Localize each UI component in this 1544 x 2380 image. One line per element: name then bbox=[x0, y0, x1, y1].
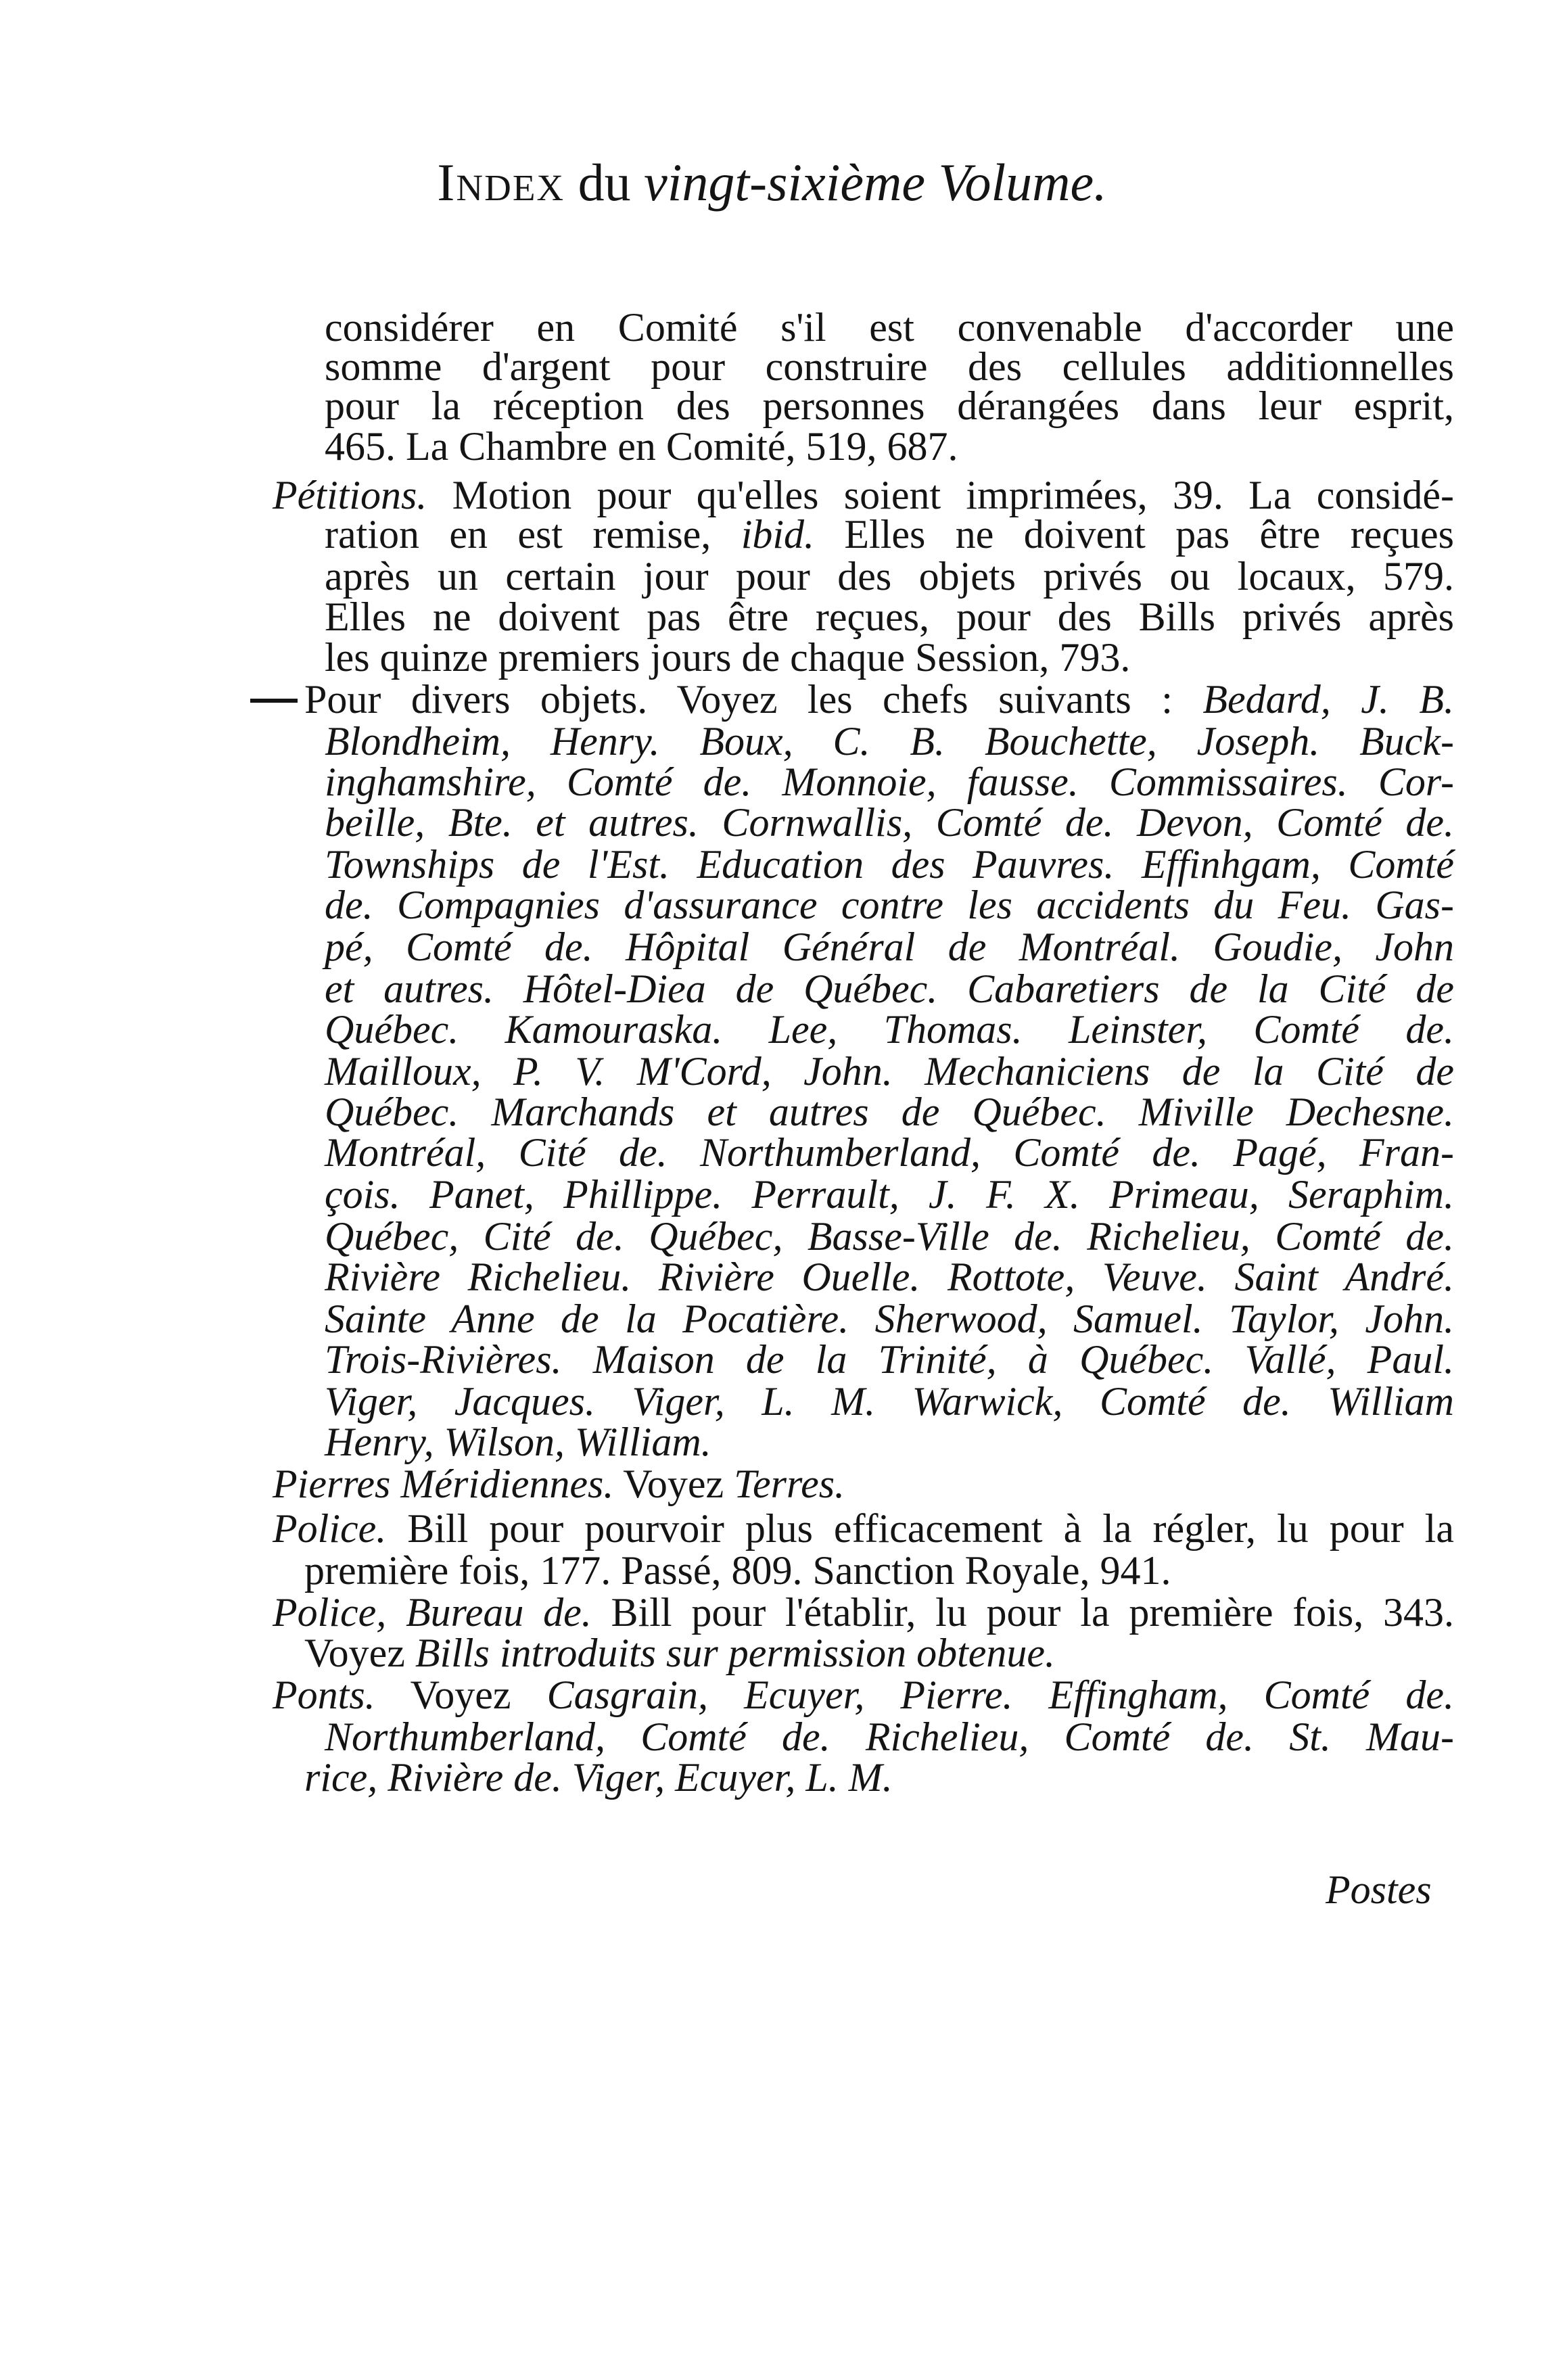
italic-segment: Townships de l'Est. Education des Pauvres. Effinhgam, Comté bbox=[325, 842, 1454, 887]
index-line bbox=[325, 1050, 1454, 1093]
italic-segment: rice, Rivière de. Viger, Ecuyer, L. M. bbox=[304, 1755, 893, 1800]
roman-segment: somme d'argent pour construire des cellules additionnelles bbox=[325, 344, 1454, 389]
roman-segment: après un certain jour pour des objets privés ou locaux, 579. bbox=[325, 554, 1454, 599]
roman-segment: considérer en Comité s'il est convenable d'accorder une bbox=[325, 305, 1454, 350]
italic-segment: inghamshire, Comté de. Monnoie, fausse. Commissaires. Cor- bbox=[325, 760, 1454, 804]
index-line bbox=[325, 425, 958, 468]
italic-segment: Pétitions. bbox=[273, 473, 427, 517]
index-line bbox=[304, 1631, 1055, 1675]
index-line bbox=[325, 306, 1454, 349]
header-du-word: du bbox=[578, 153, 631, 212]
roman-segment: Elles ne doivent pas être reçues, pour des Bills privés après bbox=[325, 594, 1454, 639]
roman-segment: Bill pour pourvoir plus efficacement à la régler, lu pour la bbox=[386, 1506, 1454, 1551]
header-volume-title: vingt-sixième Volume. bbox=[644, 153, 1107, 212]
italic-segment: Trois-Rivières. Maison de la Trinité, à Québec. Vallé, Paul. bbox=[325, 1337, 1454, 1382]
index-line bbox=[304, 1549, 1171, 1592]
italic-segment: Viger, Jacques. Viger, L. M. Warwick, Comté de. William bbox=[325, 1379, 1454, 1424]
italic-segment: Sainte Anne de la Pocatière. Sherwood, Samuel. Taylor, John. bbox=[325, 1297, 1454, 1341]
italic-segment: Henry, Wilson, William. bbox=[325, 1420, 711, 1464]
index-line bbox=[325, 345, 1454, 388]
index-line bbox=[325, 1215, 1454, 1258]
index-line bbox=[273, 473, 1454, 517]
index-line bbox=[325, 843, 1454, 886]
italic-segment: Montréal, Cité de. Northumberland, Comté de. Pagé, Fran- bbox=[325, 1130, 1454, 1175]
italic-segment: Police, Bureau de. bbox=[273, 1590, 592, 1635]
index-line bbox=[273, 1591, 1454, 1634]
index-line bbox=[325, 720, 1454, 763]
roman-segment: les quinze premiers jours de chaque Session, 793. bbox=[325, 635, 1131, 680]
index-line bbox=[273, 1507, 1454, 1550]
italic-segment: et autres. Hôtel-Diea de Québec. Cabaretiers de la Cité de bbox=[325, 966, 1454, 1011]
italic-segment: Police. bbox=[273, 1506, 387, 1551]
italic-segment: de. Compagnies d'assurance contre les accidents du Feu. Gas- bbox=[325, 883, 1454, 927]
index-line bbox=[325, 1008, 1454, 1051]
index-line bbox=[325, 1715, 1454, 1758]
index-line bbox=[273, 1462, 845, 1506]
index-line bbox=[325, 1380, 1454, 1423]
italic-segment: Pierres Méridiennes. bbox=[273, 1462, 614, 1506]
index-line bbox=[325, 1338, 1454, 1381]
index-line bbox=[325, 1420, 711, 1464]
index-line bbox=[325, 883, 1454, 927]
roman-segment: Voyez bbox=[304, 1631, 415, 1675]
index-line bbox=[325, 1297, 1454, 1340]
roman-segment: Motion pour qu'elles soient imprimées, 39. La considé- bbox=[427, 473, 1454, 517]
italic-segment: Bedard, J. B. bbox=[1202, 677, 1455, 722]
index-line bbox=[304, 678, 1454, 721]
index-line bbox=[325, 1173, 1454, 1216]
index-line bbox=[304, 1756, 893, 1799]
roman-segment: ration en est remise, bbox=[325, 512, 741, 557]
roman-segment: Voyez bbox=[375, 1673, 547, 1717]
roman-segment: Elles ne doivent pas être reçues bbox=[814, 512, 1454, 557]
italic-segment: Québec. Kamouraska. Lee, Thomas. Leinster, Comté de. bbox=[325, 1007, 1454, 1052]
roman-segment: Voyez bbox=[613, 1462, 734, 1506]
index-line bbox=[325, 513, 1454, 556]
italic-segment: Québec, Cité de. Québec, Basse-Ville de. Richelieu, Comté de. bbox=[325, 1214, 1454, 1259]
roman-segment: 465. La Chambre en Comité, 519, 687. bbox=[325, 424, 958, 469]
italic-segment: ibid. bbox=[741, 512, 815, 557]
roman-segment: première fois, 177. Passé, 809. Sanction Royale, 941. bbox=[304, 1548, 1171, 1593]
italic-segment: çois. Panet, Phillippe. Perrault, J. F. X. Primeau, Seraphim. bbox=[325, 1172, 1454, 1217]
italic-segment: Mailloux, P. V. M'Cord, John. Mechaniciens de la Cité de bbox=[325, 1049, 1454, 1094]
italic-segment: beille, Bte. et autres. Cornwallis, Comté de. Devon, Comté de. bbox=[325, 800, 1454, 845]
index-line bbox=[325, 801, 1454, 844]
catchword: Postes bbox=[1326, 1867, 1432, 1912]
index-line bbox=[325, 595, 1454, 638]
index-line bbox=[325, 636, 1130, 679]
index-line bbox=[325, 1255, 1454, 1299]
italic-segment: Rivière Richelieu. Rivière Ouelle. Rottote, Veuve. Saint André. bbox=[325, 1255, 1454, 1299]
roman-segment: pour la réception des personnes dérangées dans leur esprit, bbox=[325, 383, 1454, 428]
roman-segment: Pour divers objets. Voyez les chefs suivants : bbox=[304, 677, 1203, 722]
index-line bbox=[325, 1090, 1454, 1134]
roman-segment: Bill pour l'établir, lu pour la première fois, 343. bbox=[591, 1590, 1455, 1635]
italic-segment: pé, Comté de. Hôpital Général de Montréal. Goudie, John bbox=[325, 925, 1454, 969]
index-line bbox=[325, 1131, 1454, 1174]
index-line bbox=[325, 555, 1454, 598]
italic-segment: Bills introduits sur permission obtenue. bbox=[415, 1631, 1056, 1675]
italic-segment: Northumberland, Comté de. Richelieu, Comté de. St. Mau- bbox=[325, 1714, 1454, 1759]
header-index-word: Index bbox=[437, 153, 565, 212]
index-line bbox=[325, 967, 1454, 1010]
index-line bbox=[325, 760, 1454, 803]
index-line bbox=[273, 1673, 1454, 1717]
italic-segment: Casgrain, Ecuyer, Pierre. Effingham, Comté de. bbox=[546, 1673, 1454, 1717]
italic-segment: Terres. bbox=[734, 1462, 845, 1506]
index-line bbox=[325, 925, 1454, 969]
italic-segment: Québec. Marchands et autres de Québec. Miville Dechesne. bbox=[325, 1090, 1454, 1134]
index-line bbox=[325, 384, 1454, 427]
italic-segment: Ponts. bbox=[273, 1673, 375, 1717]
italic-segment: Blondheim, Henry. Boux, C. B. Bouchette, Joseph. Buck- bbox=[325, 719, 1454, 764]
index-dash-rule bbox=[250, 699, 298, 703]
running-header bbox=[0, 152, 1544, 213]
